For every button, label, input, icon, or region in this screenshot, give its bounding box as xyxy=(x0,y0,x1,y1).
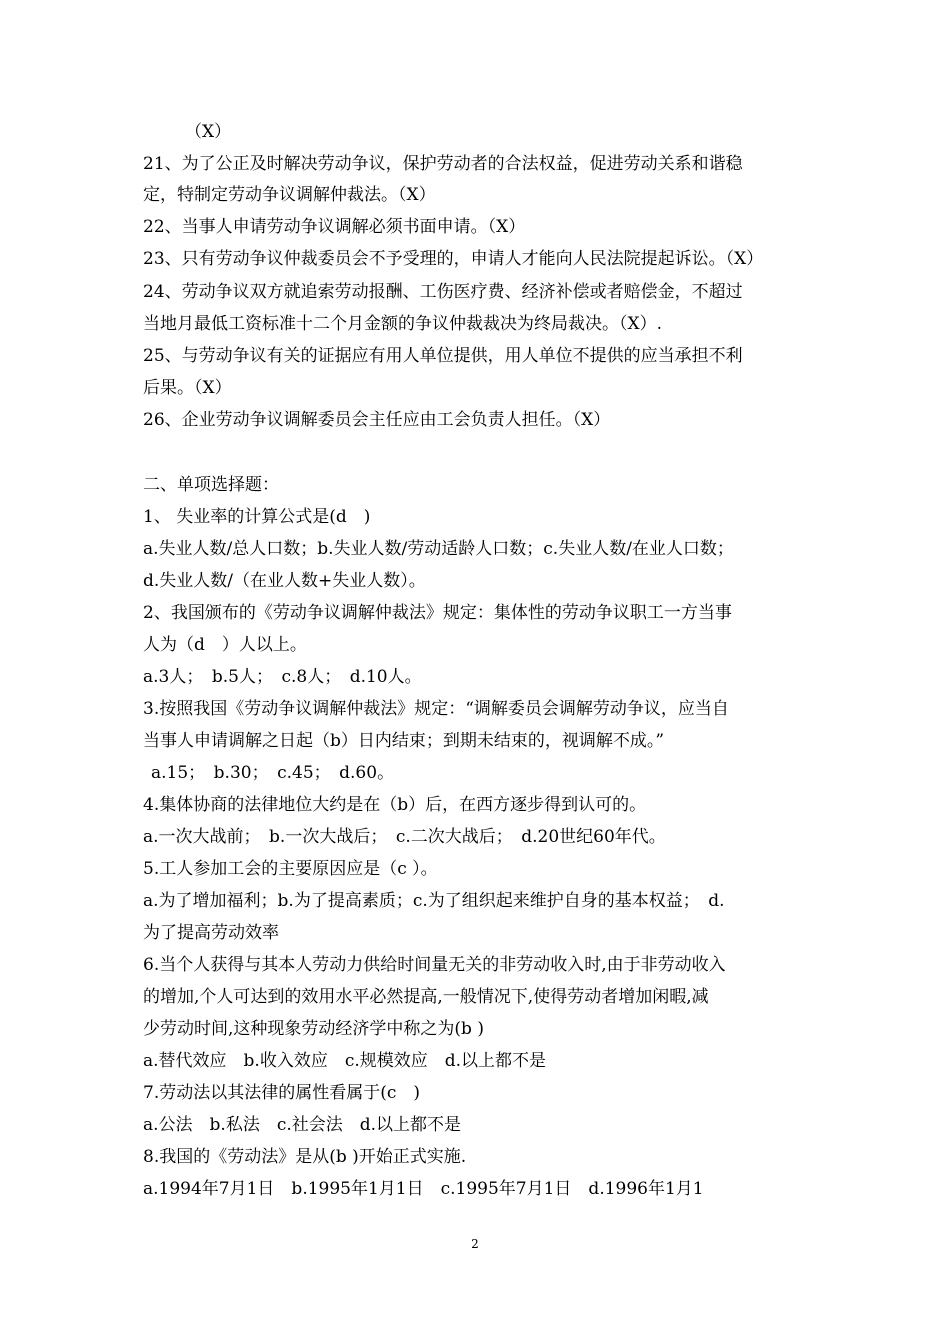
text-line-mc8-options: a.1994年7月1日 b.1995年1月1日 c.1995年7月1日 d.1996年1月1 xyxy=(143,1179,704,1199)
text-line-mc3-question-a: 3.按照我国《劳动争议调解仲裁法》规定：“调解委员会调解劳动争议，应当自 xyxy=(143,699,729,719)
text-line-mc5-options-a: a.为了增加福利；b.为了提高素质；c.为了组织起来维护自身的基本权益； d. xyxy=(143,891,725,911)
text-line-q25-b: 后果。（X） xyxy=(143,378,232,398)
text-line-q21-a: 21、为了公正及时解决劳动争议，保护劳动者的合法权益，促进劳动关系和谐稳 xyxy=(143,154,743,174)
text-line-q21-b: 定，特制定劳动争议调解仲裁法。（X） xyxy=(143,185,436,205)
text-line-q26: 26、企业劳动争议调解委员会主任应由工会负责人担任。（X） xyxy=(143,410,611,430)
page-number: 2 xyxy=(471,1237,479,1251)
text-line-mc7-options: a.公法 b.私法 c.社会法 d.以上都不是 xyxy=(143,1115,462,1135)
text-line-mc5-options-b: 为了提高劳动效率 xyxy=(143,923,279,943)
text-line-mc1-question: 1、 失业率的计算公式是(d ) xyxy=(143,507,371,527)
text-line-mc3-options: a.15； b.30； c.45； d.60。 xyxy=(151,763,395,783)
text-line-mc2-question-b: 人为（d ）人以上。 xyxy=(143,635,307,655)
text-line-mc6-question-b: 的增加,个人可达到的效用水平必然提高,一般情况下,使得劳动者增加闲暇,减 xyxy=(143,987,709,1007)
text-line-q25-a: 25、与劳动争议有关的证据应有用人单位提供，用人单位不提供的应当承担不利 xyxy=(143,346,743,366)
text-line-mc6-options: a.替代效应 b.收入效应 c.规模效应 d.以上都不是 xyxy=(143,1051,547,1071)
text-line-mc5-question: 5.工人参加工会的主要原因应是（c ）。 xyxy=(143,859,438,879)
text-line-mc6-question-c: 少劳动时间,这种现象劳动经济学中称之为(b ) xyxy=(143,1019,484,1039)
text-line-answer-20: （X） xyxy=(185,122,232,142)
text-line-mc4-options: a.一次大战前； b.一次大战后； c.二次大战后； d.20世纪60年代。 xyxy=(143,827,666,847)
text-line-mc1-options-a: a.失业人数/总人口数；b.失业人数/劳动适龄人口数；c.失业人数/在业人口数； xyxy=(143,539,734,559)
section-heading: 二、单项选择题： xyxy=(143,475,279,495)
text-line-mc7-question: 7.劳动法以其法律的属性看属于(c ) xyxy=(143,1083,421,1103)
text-line-mc2-question-a: 2、我国颁布的《劳动争议调解仲裁法》规定：集体性的劳动争议职工一方当事 xyxy=(143,603,732,623)
text-line-mc6-question-a: 6.当个人获得与其本人劳动力供给时间量无关的非劳动收入时,由于非劳动收入 xyxy=(143,955,726,975)
text-line-q22: 22、当事人申请劳动争议调解必须书面申请。（X） xyxy=(143,217,526,237)
text-line-q24-a: 24、劳动争议双方就追索劳动报酬、工伤医疗费、经济补偿或者赔偿金，不超过 xyxy=(143,282,743,302)
text-line-q23: 23、只有劳动争议仲裁委员会不予受理的，申请人才能向人民法院提起诉讼。（X） xyxy=(143,249,764,269)
text-line-mc2-options: a.3人； b.5人； c.8人； d.10人。 xyxy=(143,667,422,687)
text-line-mc4-question: 4.集体协商的法律地位大约是在（b）后，在西方逐步得到认可的。 xyxy=(143,795,647,815)
text-line-mc1-options-b: d.失业人数/（在业人数+失业人数）。 xyxy=(143,571,426,591)
text-line-q24-b: 当地月最低工资标准十二个月金额的争议仲裁裁决为终局裁决。（X）. xyxy=(143,314,663,334)
text-line-mc3-question-b: 当事人申请调解之日起（b）日内结束；到期未结束的，视调解不成。” xyxy=(143,731,665,751)
text-line-mc8-question: 8.我国的《劳动法》是从(b )开始正式实施. xyxy=(143,1147,467,1167)
